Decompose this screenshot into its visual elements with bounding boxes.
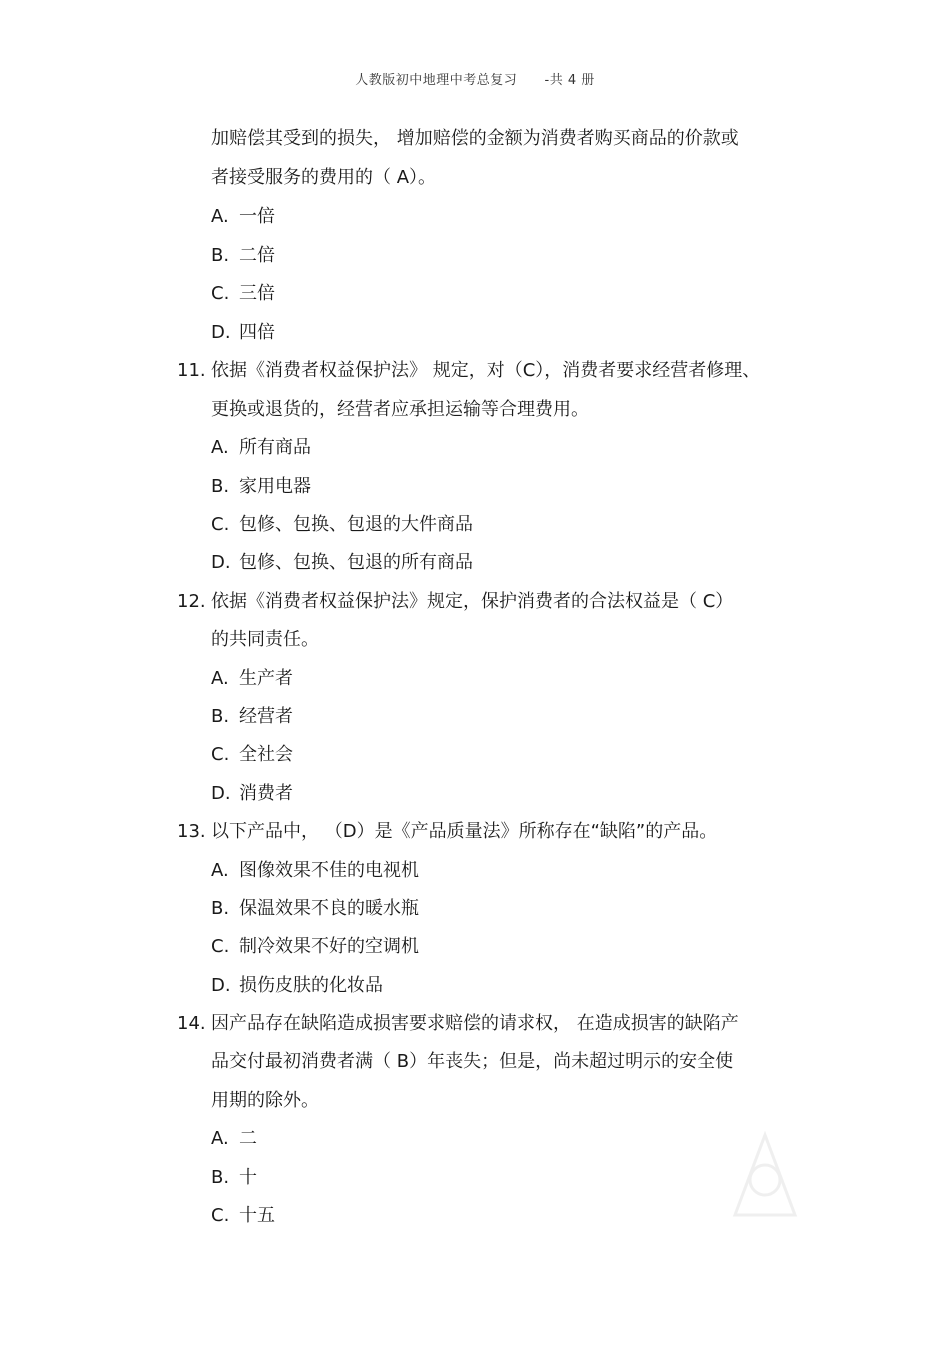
option-letter: D. xyxy=(211,552,231,573)
q11-line1: 依据《消费者权益保护法》 规定，对（C），消费者要求经营者修理、 xyxy=(211,360,761,381)
option-text: 二倍 xyxy=(239,245,275,266)
option-text: 十五 xyxy=(239,1205,275,1226)
option-letter: D. xyxy=(211,975,231,996)
q14-line2: 品交付最初消费者满（ B）年丧失；但是，尚未超过明示的安全使 xyxy=(211,1051,734,1072)
q10-option-b xyxy=(211,244,275,268)
option-letter: A. xyxy=(211,668,229,689)
q13-option-b xyxy=(211,897,419,921)
q11-option-a xyxy=(211,436,311,460)
q14-line1: 因产品存在缺陷造成损害要求赔偿的请求权， 在造成损害的缺陷产 xyxy=(211,1013,739,1034)
option-letter: C. xyxy=(211,283,230,304)
q14-option-a xyxy=(211,1127,257,1151)
q10-line2: 者接受服务的费用的（ A）。 xyxy=(211,167,437,188)
q13-number: 13. xyxy=(177,821,206,842)
q13-option-d xyxy=(211,974,383,998)
option-letter: A. xyxy=(211,206,229,227)
option-letter: D. xyxy=(211,783,231,804)
option-text: 经营者 xyxy=(239,706,293,727)
option-text: 包修、包换、包退的大件商品 xyxy=(239,514,473,535)
option-text: 生产者 xyxy=(239,668,293,689)
header-title: 人教版初中地理中考总复习 xyxy=(355,73,518,88)
q11-option-c xyxy=(211,513,473,537)
q11-option-b xyxy=(211,475,311,499)
option-text: 包修、包换、包退的所有商品 xyxy=(239,552,473,573)
q13-option-c xyxy=(211,935,419,959)
option-letter: A. xyxy=(211,860,229,881)
option-text: 保温效果不良的暖水瓶 xyxy=(239,898,419,919)
option-text: 损伤皮肤的化妆品 xyxy=(239,975,383,996)
q10-option-c xyxy=(211,282,275,306)
option-text: 消费者 xyxy=(239,783,293,804)
option-letter: B. xyxy=(211,898,230,919)
page-header xyxy=(0,69,950,88)
option-letter: A. xyxy=(211,1128,229,1149)
option-text: 图像效果不佳的电视机 xyxy=(239,860,419,881)
q13-option-a xyxy=(211,859,419,883)
option-letter: B. xyxy=(211,476,230,497)
q12-option-a xyxy=(211,667,293,691)
q13-line1: 以下产品中， （D）是《产品质量法》所称存在“缺陷”的产品。 xyxy=(211,821,718,842)
q12-option-d xyxy=(211,782,293,806)
option-text: 制冷效果不好的空调机 xyxy=(239,936,419,957)
q14-option-c xyxy=(211,1204,275,1228)
q10-option-d xyxy=(211,321,275,345)
q12-line2: 的共同责任。 xyxy=(211,629,319,650)
q10-line1: 加赔偿其受到的损失， 增加赔偿的金额为消费者购买商品的价款或 xyxy=(211,128,739,149)
header-suffix: -共 4 册 xyxy=(544,73,595,88)
option-letter: B. xyxy=(211,245,230,266)
option-text: 一倍 xyxy=(239,206,275,227)
option-letter: B. xyxy=(211,1167,230,1188)
q14-option-b xyxy=(211,1166,257,1190)
option-text: 全社会 xyxy=(239,744,293,765)
option-text: 二 xyxy=(239,1128,257,1149)
option-letter: C. xyxy=(211,514,230,535)
q14-number: 14. xyxy=(177,1013,206,1034)
q12-option-b xyxy=(211,705,293,729)
q12-option-c xyxy=(211,743,293,767)
q11-option-d xyxy=(211,551,473,575)
option-text: 四倍 xyxy=(239,322,275,343)
option-letter: C. xyxy=(211,1205,230,1226)
option-text: 家用电器 xyxy=(239,476,311,497)
q12-number: 12. xyxy=(177,591,206,612)
q11-number: 11. xyxy=(177,360,206,381)
q14-line3: 用期的除外。 xyxy=(211,1090,319,1111)
option-text: 三倍 xyxy=(239,283,275,304)
option-letter: D. xyxy=(211,322,231,343)
option-text: 十 xyxy=(239,1167,257,1188)
option-letter: B. xyxy=(211,706,230,727)
option-letter: C. xyxy=(211,744,230,765)
q12-line1: 依据《消费者权益保护法》规定，保护消费者的合法权益是（ C） xyxy=(211,591,734,612)
watermark-icon xyxy=(725,1125,805,1225)
q11-line2: 更换或退货的，经营者应承担运输等合理费用。 xyxy=(211,399,589,420)
option-letter: C. xyxy=(211,936,230,957)
q10-option-a xyxy=(211,205,275,229)
option-text: 所有商品 xyxy=(239,437,311,458)
option-letter: A. xyxy=(211,437,229,458)
